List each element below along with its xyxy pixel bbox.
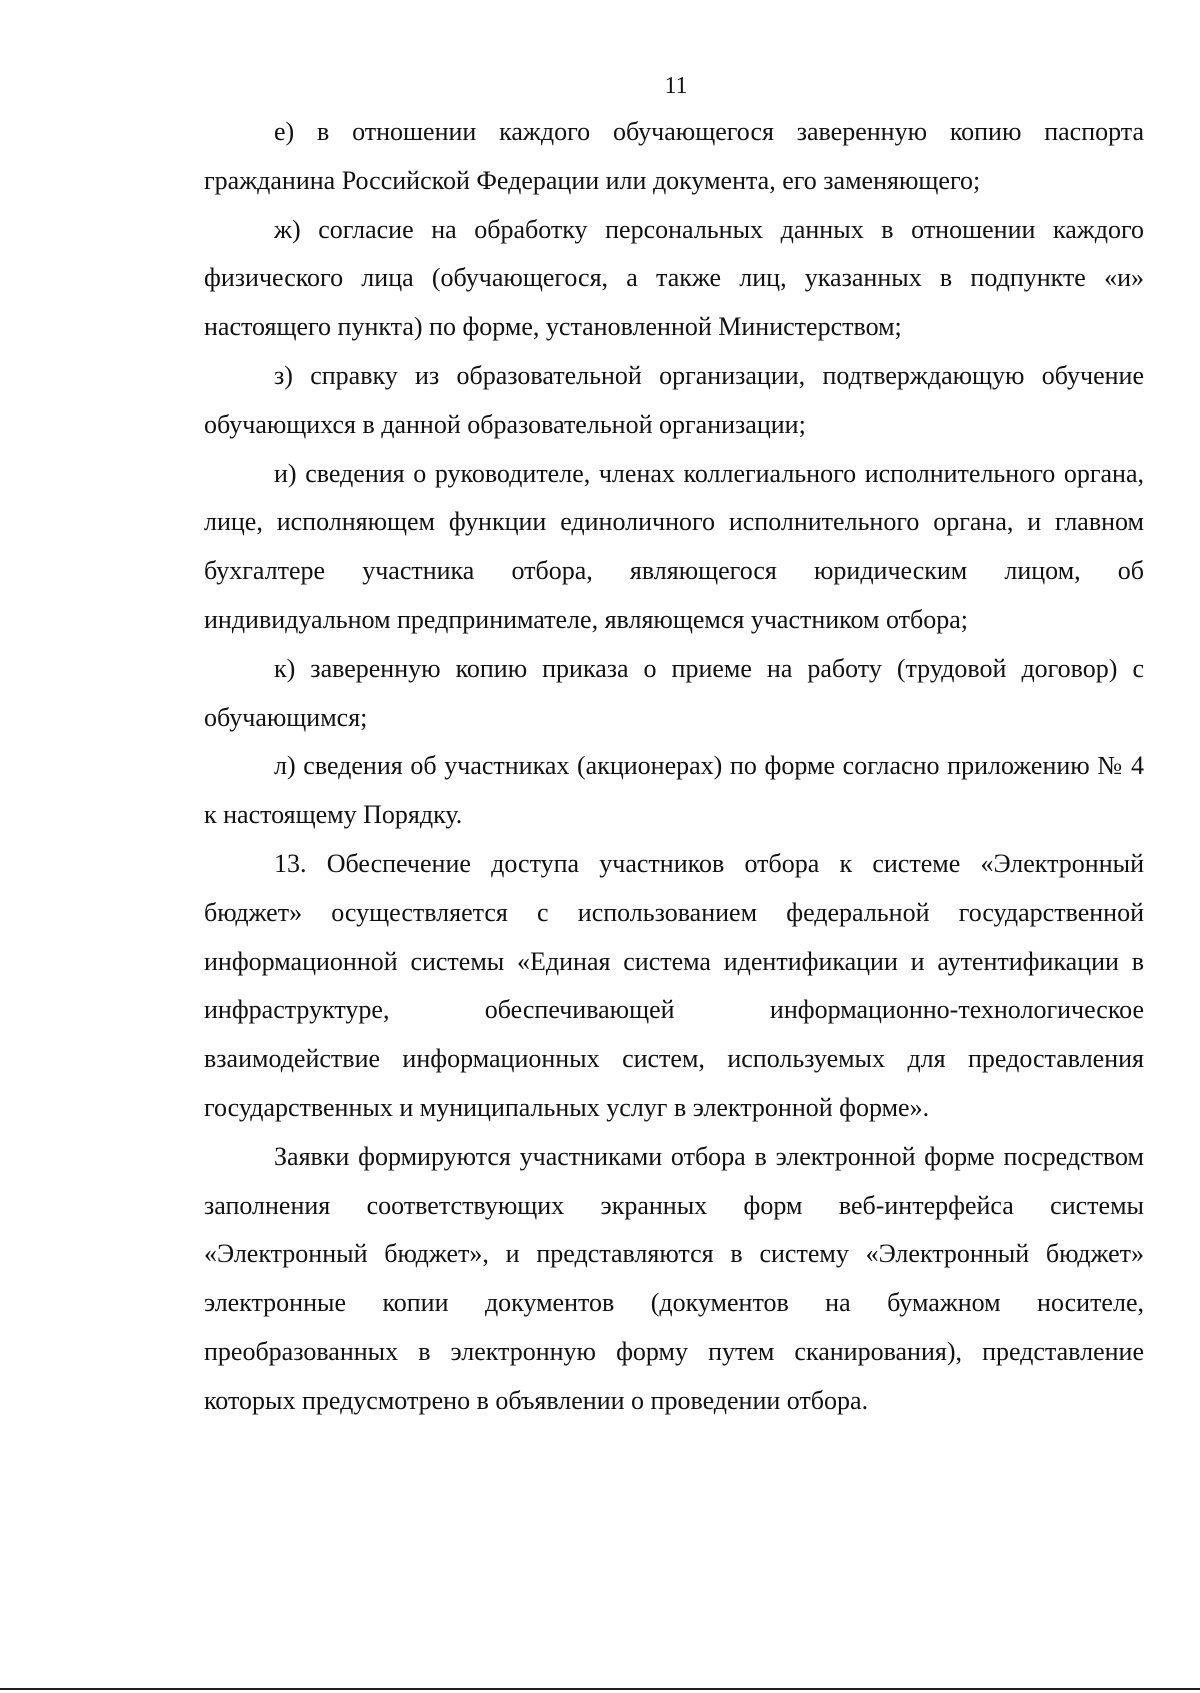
paragraph-applications: Заявки формируются участниками отбора в электронной форме посредством заполнения соответствующих экранных форм веб-интерфейса системы «Электронный бюджет», и представляются в систему «Электронный бюджет» электронные копии документов (документов на бумажном носителе, преобразованных в электронную форму путем сканирования), представление которых предусмотрено в объявлении о проведении отбора. xyxy=(204,1141,1144,1415)
paragraph-section-13: 13. Обеспечение доступа участников отбора к системе «Электронный бюджет» осуществляется с использованием федеральной государственной информационной системы «Единая система идентификации и аутентификации в инфраструктуре, обеспечивающей информационно-технологическое взаимодействие информационных систем, используемых для предоставления государственных и муниципальных услуг в электронной форме». xyxy=(204,848,1144,1122)
paragraph-item-e: е) в отношении каждого обучающегося заверенную копию паспорта гражданина Российской Федерации или документа, его заменяющего; xyxy=(204,117,1144,195)
bottom-divider xyxy=(0,1688,1200,1690)
paragraph-item-zh: ж) согласие на обработку персональных данных в отношении каждого физического лица (обучающегося, а также лиц, указанных в подпункте «и» настоящего пункта) по форме, установленной Министерством; xyxy=(204,214,1144,342)
paragraph-item-k: к) заверенную копию приказа о приеме на работу (трудовой договор) с обучающимся; xyxy=(204,653,1144,732)
document-body xyxy=(204,108,1144,1426)
paragraph-item-l: л) сведения об участниках (акционерах) по форме согласно приложению № 4 к настоящему Порядку. xyxy=(204,751,1144,830)
page-number: 11 xyxy=(664,73,688,99)
paragraph-item-i: и) сведения о руководителе, членах коллегиального исполнительного органа, лице, исполняющем функции единоличного исполнительного органа, и главном бухгалтере участника отбора, являющегося юридическим лицом, об индивидуальном предпринимателе, являющемся участником отбора; xyxy=(204,458,1144,634)
paragraph-item-z: з) справку из образовательной организации, подтверждающую обучение обучающихся в данной образовательной организации; xyxy=(204,360,1144,439)
